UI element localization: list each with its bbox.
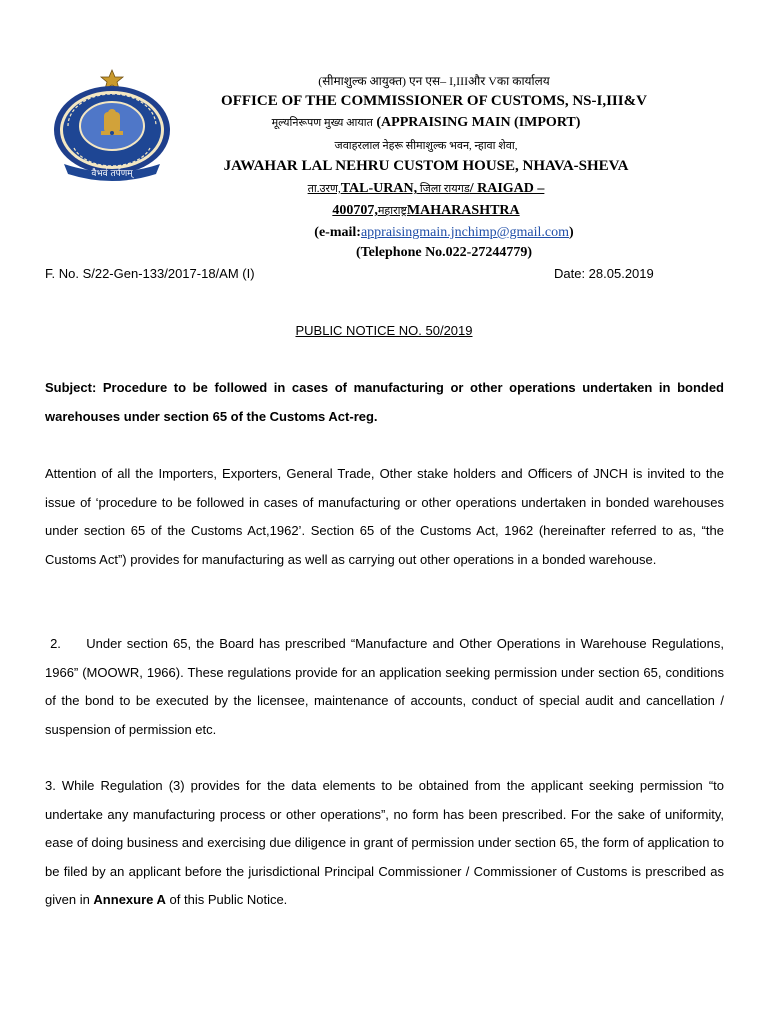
public-notice-title: PUBLIC NOTICE NO. 50/2019	[295, 323, 473, 338]
subject-paragraph: Subject: Procedure to be followed in cases of manufacturing or other operations undertaken in bonded warehouses under section 65 of the Customs Act-reg.	[45, 380, 724, 424]
annexure-reference: Annexure A	[93, 892, 166, 907]
address-taluka: TAL-URAN,	[340, 181, 418, 196]
email-suffix: )	[569, 225, 574, 240]
office-title: OFFICE OF THE COMMISSIONER OF CUSTOMS, NS-I,III&V	[221, 93, 647, 109]
appraising-main-english: (APPRAISING MAIN (IMPORT)	[376, 115, 581, 130]
address-pincode: 400707,	[332, 203, 378, 218]
address-line-2	[42, 203, 768, 219]
telephone-line: (Telephone No.022-27244779)	[355, 245, 533, 260]
paragraph-3-end: of this Public Notice.	[165, 892, 288, 907]
paragraph-3-text: 3. While Regulation (3) provides for the data elements to be obtained from the applicant seeking permission “to undertake any manufacturing process or other operations”, no form has been prescribed. For the sake of uniformity, ease of doing business and exercising due diligence in grant of permission under section 65, the form of application to be filed by an applicant before the jurisdictional Principal Commissioner / Commissioner of Customs is prescribed as given in	[45, 778, 724, 907]
paragraph-2: 2. Under section 65, the Board has prescribed “Manufacture and Other Operations in Warehouse Regulations, 1966” (MOOWR, 1966). These regulations provide for an application seeking permission under section 65, conditions of the bond to be executed by the licensee, maintenance of accounts, conduct of special audit and cancellation / suspension of permission etc.	[45, 636, 728, 737]
office-hindi-title: (सीमाशुल्क आयुक्त) एन एस– I,IIIऔर Vका कार्यालय	[318, 74, 550, 88]
emblem-motto: वैभवं तर्पणम्	[91, 169, 133, 179]
address-line-1	[42, 181, 768, 197]
address-district: / RAIGAD –	[469, 181, 545, 196]
email-link[interactable]: appraisingmain.jnchimp@gmail.com	[360, 225, 570, 240]
custom-house-hindi: जवाहरलाल नेहरू सीमाशुल्क भवन, न्हावा शेवा,	[334, 140, 518, 152]
file-number: F. No. S/22-Gen-133/2017-18/AM (I)	[45, 266, 255, 281]
address-state: MAHARASHTRA	[406, 203, 520, 218]
appraising-main-hindi: मूल्यनिरूपण मुख्य आयात	[271, 117, 373, 129]
custom-house-name: JAWAHAR LAL NEHRU CUSTOM HOUSE, NHAVA-SHEVA	[223, 158, 629, 174]
address-state-hindi: महाराष्ट्र	[377, 205, 407, 217]
paragraph-1: Attention of all the Importers, Exporters, General Trade, Other stake holders and Officers of JNCH is invited to the issue of ‘procedure to be followed in cases of manufacturing or other operations undertaken in bonded warehouses under section 65 of the Customs Act,1962’. Section 65 of the Customs Act, 1962 (hereinafter referred to as, “the Customs Act”) provides for manufacturing as well as carrying out other operations in a bonded warehouse.	[45, 466, 724, 567]
address-district-hindi: जिला रायगड	[417, 183, 470, 195]
email-prefix: (e-mail:	[314, 225, 361, 240]
notice-date: Date: 28.05.2019	[554, 266, 654, 281]
email-line	[60, 225, 768, 241]
address-taluka-hindi: ता.उरण,	[307, 183, 341, 195]
paragraph-3	[45, 772, 724, 915]
appraising-main-line	[42, 115, 768, 131]
